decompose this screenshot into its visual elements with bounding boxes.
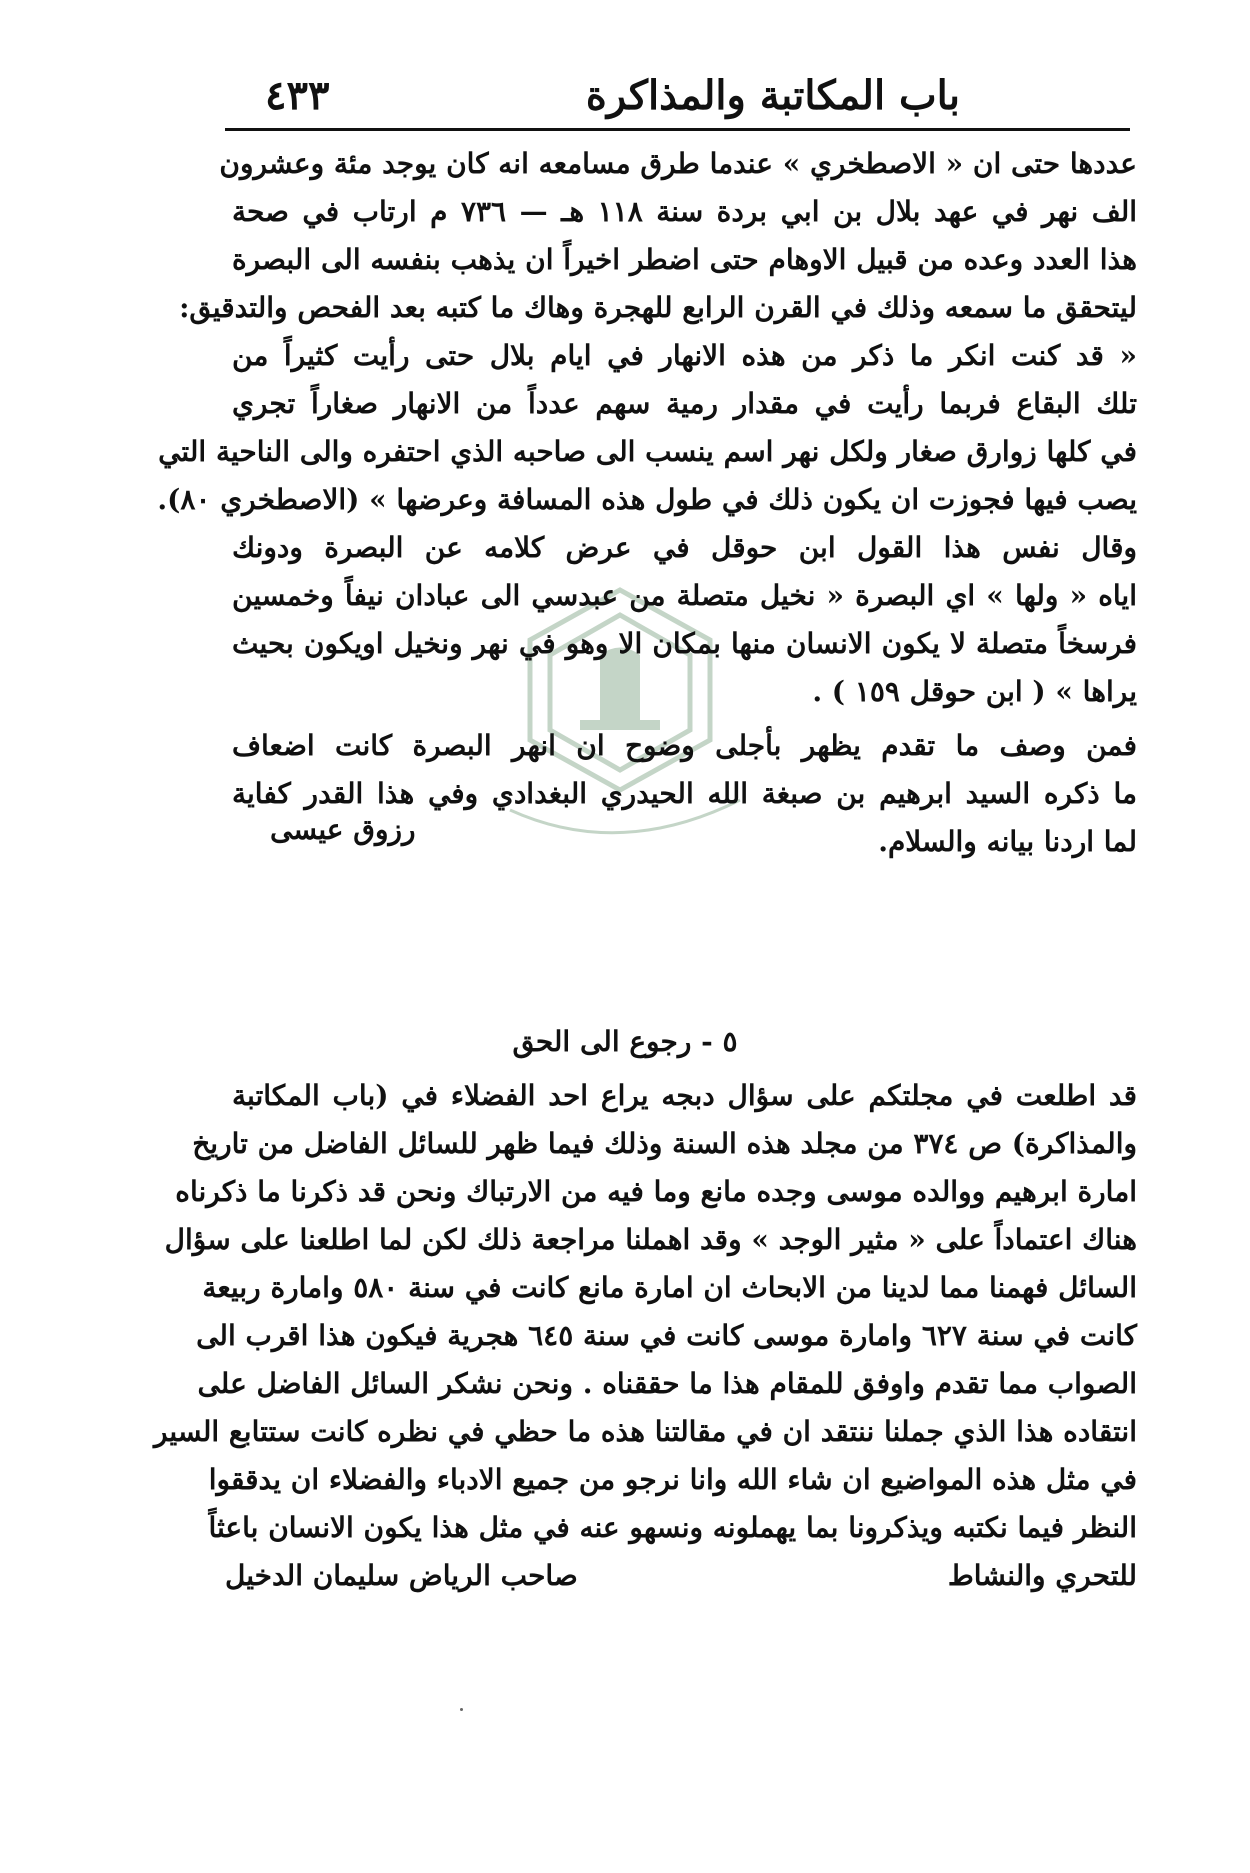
text-line: يراها » ( ابن حوقل ١٥٩ ) . [812,675,1137,708]
text-line: امارة ابرهيم ووالده موسى وجده مانع وما فيه من الارتباك ونحن قد ذكرنا ما ذكرناه [175,1175,1137,1208]
header-title: باب المكاتبة والمذاكرة [585,72,960,119]
text-line: تلك البقاع فربما رأيت في مقدار رمية سهم عدداً من الانهار صغاراً تجري [232,387,1137,420]
text-line: كانت في سنة ٦٢٧ وامارة موسى كانت في سنة ٦٤٥ هجرية فيكون هذا اقرب الى [196,1319,1137,1352]
text-line: هذا العدد وعده من قبيل الاوهام حتى اضطر اخيراً ان يذهب بنفسه الى البصرة [232,243,1137,276]
text-line: فرسخاً متصلة لا يكون الانسان منها بمكان الا وهو في نهر ونخيل اويكون بحيث [232,627,1137,660]
running-header [225,64,1130,126]
header-rule [225,128,1130,131]
text-line: في كلها زوارق صغار ولكل نهر اسم ينسب الى صاحبه الذي احتفره والى الناحية التي [158,435,1137,468]
text-line: اياه « ولها » اي البصرة « نخيل متصلة من عبدسي الى عبادان نيفاً وخمسين [232,579,1137,612]
page-number: ٤٣٣ [265,72,330,119]
text-line: للتحري والنشاط [947,1559,1137,1592]
text-line: وقال نفس هذا القول ابن حوقل في عرض كلامه عن البصرة ودونك [232,531,1137,564]
text-line: ما ذكره السيد ابرهيم بن صبغة الله الحيدري البغدادي وفي هذا القدر كفاية [232,777,1137,810]
text-line: عددها حتى ان « الاصطخري » عندما طرق مسامعه انه كان يوجد مئة وعشرون [219,147,1137,180]
text-line: والمذاكرة) ص ٣٧٤ من مجلد هذه السنة وذلك فيما ظهر للسائل الفاضل من تاريخ [192,1127,1137,1160]
text-line: ليتحقق ما سمعه وذلك في القرن الرابع للهجرة وهاك ما كتبه بعد الفحص والتدقيق: [179,291,1137,324]
text-line: هناك اعتماداً على « مثير الوجد » وقد اهملنا مراجعة ذلك لكن لما اطلعنا على سؤال [164,1223,1137,1256]
text-line: « قد كنت انكر ما ذكر من هذه الانهار في ايام بلال حتى رأيت كثيراً من [232,339,1137,372]
text-line: النظر فيما نكتبه ويذكرونا بما يهملونه ونسهو عنه في مثل هذا يكون الانسان باعثاً [208,1511,1137,1544]
signature-rizzuq-isa: رزوق عيسى [270,813,416,846]
text-line: لما اردنا بيانه والسلام. [878,825,1137,858]
speck [460,1708,463,1711]
text-line: الف نهر في عهد بلال بن ابي بردة سنة ١١٨ هـ — ٧٣٦ م ارتاب في صحة [232,195,1137,228]
text-line: في مثل هذه المواضيع ان شاء الله وانا نرجو من جميع الادباء والفضلاء ان يدققوا [208,1463,1137,1496]
text-line: انتقاده هذا الذي جملنا ننتقد ان في مقالتنا هذه ما حظي في نظره كانت ستتابع السير [153,1415,1137,1448]
text-line: قد اطلعت في مجلتكم على سؤال دبجه يراع احد الفضلاء في (باب المكاتبة [232,1079,1137,1112]
section-heading: ٥ - رجوع الى الحق [512,1025,738,1058]
text-line: الصواب مما تقدم واوفق للمقام هذا ما حققناه . ونحن نشكر السائل الفاضل على [197,1367,1137,1400]
text-line: فمن وصف ما تقدم يظهر بأجلى وضوح ان انهر البصرة كانت اضعاف [232,729,1137,762]
text-line: السائل فهمنا مما لدينا من الابحاث ان امارة مانع كانت في سنة ٥٨٠ وامارة ربيعة [202,1271,1137,1304]
text-line: يصب فيها فجوزت ان يكون ذلك في طول هذه المسافة وعرضها » (الاصطخري ٨٠). [157,483,1137,516]
signature-sulayman-al-dakhil: صاحب الرياض سليمان الدخيل [225,1559,578,1592]
